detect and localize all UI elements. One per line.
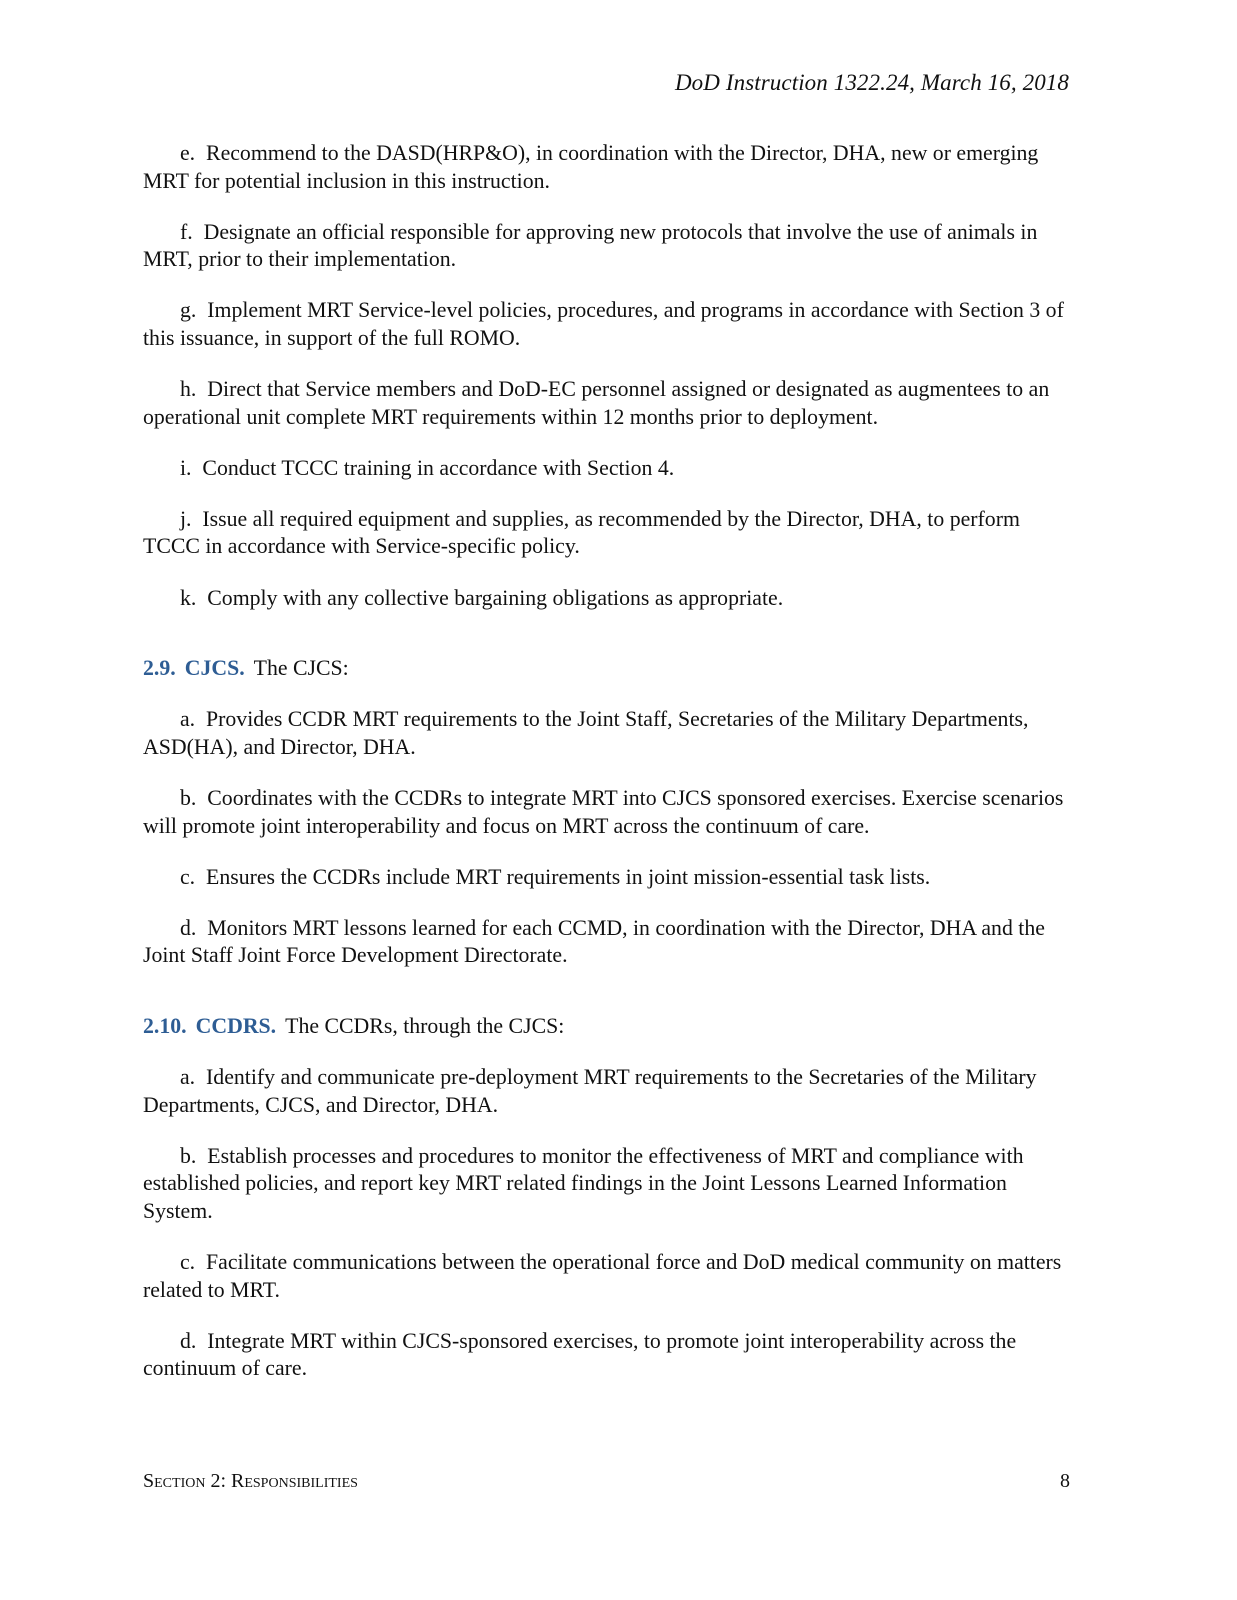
item-letter: g. — [180, 298, 197, 323]
list-item-h — [143, 376, 1073, 431]
list-item-d — [143, 1328, 1073, 1383]
section-heading-2-9 — [143, 655, 1073, 683]
footer-section-label: Section 2: Responsibilities — [143, 1470, 358, 1492]
item-letter: a. — [180, 707, 196, 732]
running-header: DoD Instruction 1322.24, March 16, 2018 — [674, 70, 1069, 95]
list-item-e — [143, 140, 1073, 195]
item-text: Comply with any collective bargaining obligations as appropriate. — [207, 585, 784, 610]
list-item-b — [143, 1143, 1073, 1226]
section-intro: The CCDRs, through the CJCS: — [285, 1013, 565, 1038]
list-item-a — [143, 706, 1073, 761]
item-text: Provides CCDR MRT requirements to the Joint Staff, Secretaries of the Military Departments, ASD(HA), and Director, DHA. — [143, 707, 1029, 759]
list-item-c — [143, 1249, 1073, 1304]
item-text: Implement MRT Service-level policies, procedures, and programs in accordance with Section 3 of this issuance, in support of the full ROMO. — [143, 298, 1064, 350]
list-item-c — [143, 864, 1073, 892]
item-letter: k. — [180, 585, 197, 610]
item-text: Facilitate communications between the operational force and DoD medical community on matters related to MRT. — [143, 1249, 1062, 1302]
item-letter: c. — [180, 864, 196, 889]
list-item-f — [143, 219, 1073, 274]
item-letter: d. — [180, 915, 197, 940]
section-title: CCDRS. — [195, 1013, 277, 1038]
item-letter: f. — [180, 219, 193, 244]
section-intro: The CJCS: — [253, 656, 349, 681]
list-item-g — [143, 297, 1073, 352]
section-number: 2.10. — [143, 1013, 187, 1038]
item-text: Integrate MRT within CJCS-sponsored exercises, to promote joint interoperability across the continuum of care. — [143, 1328, 1017, 1381]
item-letter: e. — [180, 141, 196, 165]
list-item-k — [143, 585, 1073, 613]
item-letter: h. — [180, 377, 197, 402]
item-letter: a. — [180, 1064, 196, 1089]
list-item-j — [143, 506, 1073, 561]
item-letter: b. — [180, 785, 197, 810]
item-text: Direct that Service members and DoD-EC personnel assigned or designated as augmentees to an operational unit complete MRT requirements within 12 months prior to deployment. — [143, 377, 1050, 429]
list-item-d — [143, 915, 1073, 970]
item-text: Issue all required equipment and supplies, as recommended by the Director, DHA, to perform TCCC in accordance with Service-specific policy. — [143, 506, 1020, 559]
list-item-a — [143, 1064, 1073, 1119]
item-text: Coordinates with the CCDRs to integrate MRT into CJCS sponsored exercises. Exercise scenarios will promote joint interoperability and focus on MRT across the continuum of care. — [143, 785, 1064, 838]
item-text: Conduct TCCC training in accordance with Section 4. — [202, 455, 675, 480]
section-heading-2-10 — [143, 1013, 1073, 1041]
item-text: Designate an official responsible for approving new protocols that involve the use of animals in MRT, prior to their implementation. — [143, 219, 1038, 272]
item-letter: c. — [180, 1249, 196, 1274]
item-text: Identify and communicate pre-deployment MRT requirements to the Secretaries of the Military Departments, CJCS, and Director, DHA. — [143, 1064, 1037, 1117]
page-number: 8 — [1060, 1470, 1070, 1492]
item-text: Establish processes and procedures to monitor the effectiveness of MRT and compliance with established policies, and report key MRT related findings in the Joint Lessons Learned Information System. — [143, 1143, 1024, 1223]
item-text: Monitors MRT lessons learned for each CCMD, in coordination with the Director, DHA and the Joint Staff Joint Force Development Directorate. — [143, 915, 1045, 968]
list-item-b — [143, 785, 1073, 840]
list-item-i — [143, 455, 1073, 483]
page-footer — [143, 1470, 1070, 1493]
section-number: 2.9. — [143, 656, 176, 681]
item-letter: i. — [180, 455, 192, 480]
item-text: Recommend to the DASD(HRP&O), in coordination with the Director, DHA, new or emerging MRT for potential inclusion in this instruction. — [143, 141, 1039, 193]
item-letter: j. — [180, 506, 192, 531]
section-title: CJCS. — [184, 656, 245, 681]
item-letter: d. — [180, 1328, 197, 1353]
page-body — [143, 140, 1073, 1406]
item-letter: b. — [180, 1143, 197, 1168]
item-text: Ensures the CCDRs include MRT requirements in joint mission-essential task lists. — [206, 864, 931, 889]
